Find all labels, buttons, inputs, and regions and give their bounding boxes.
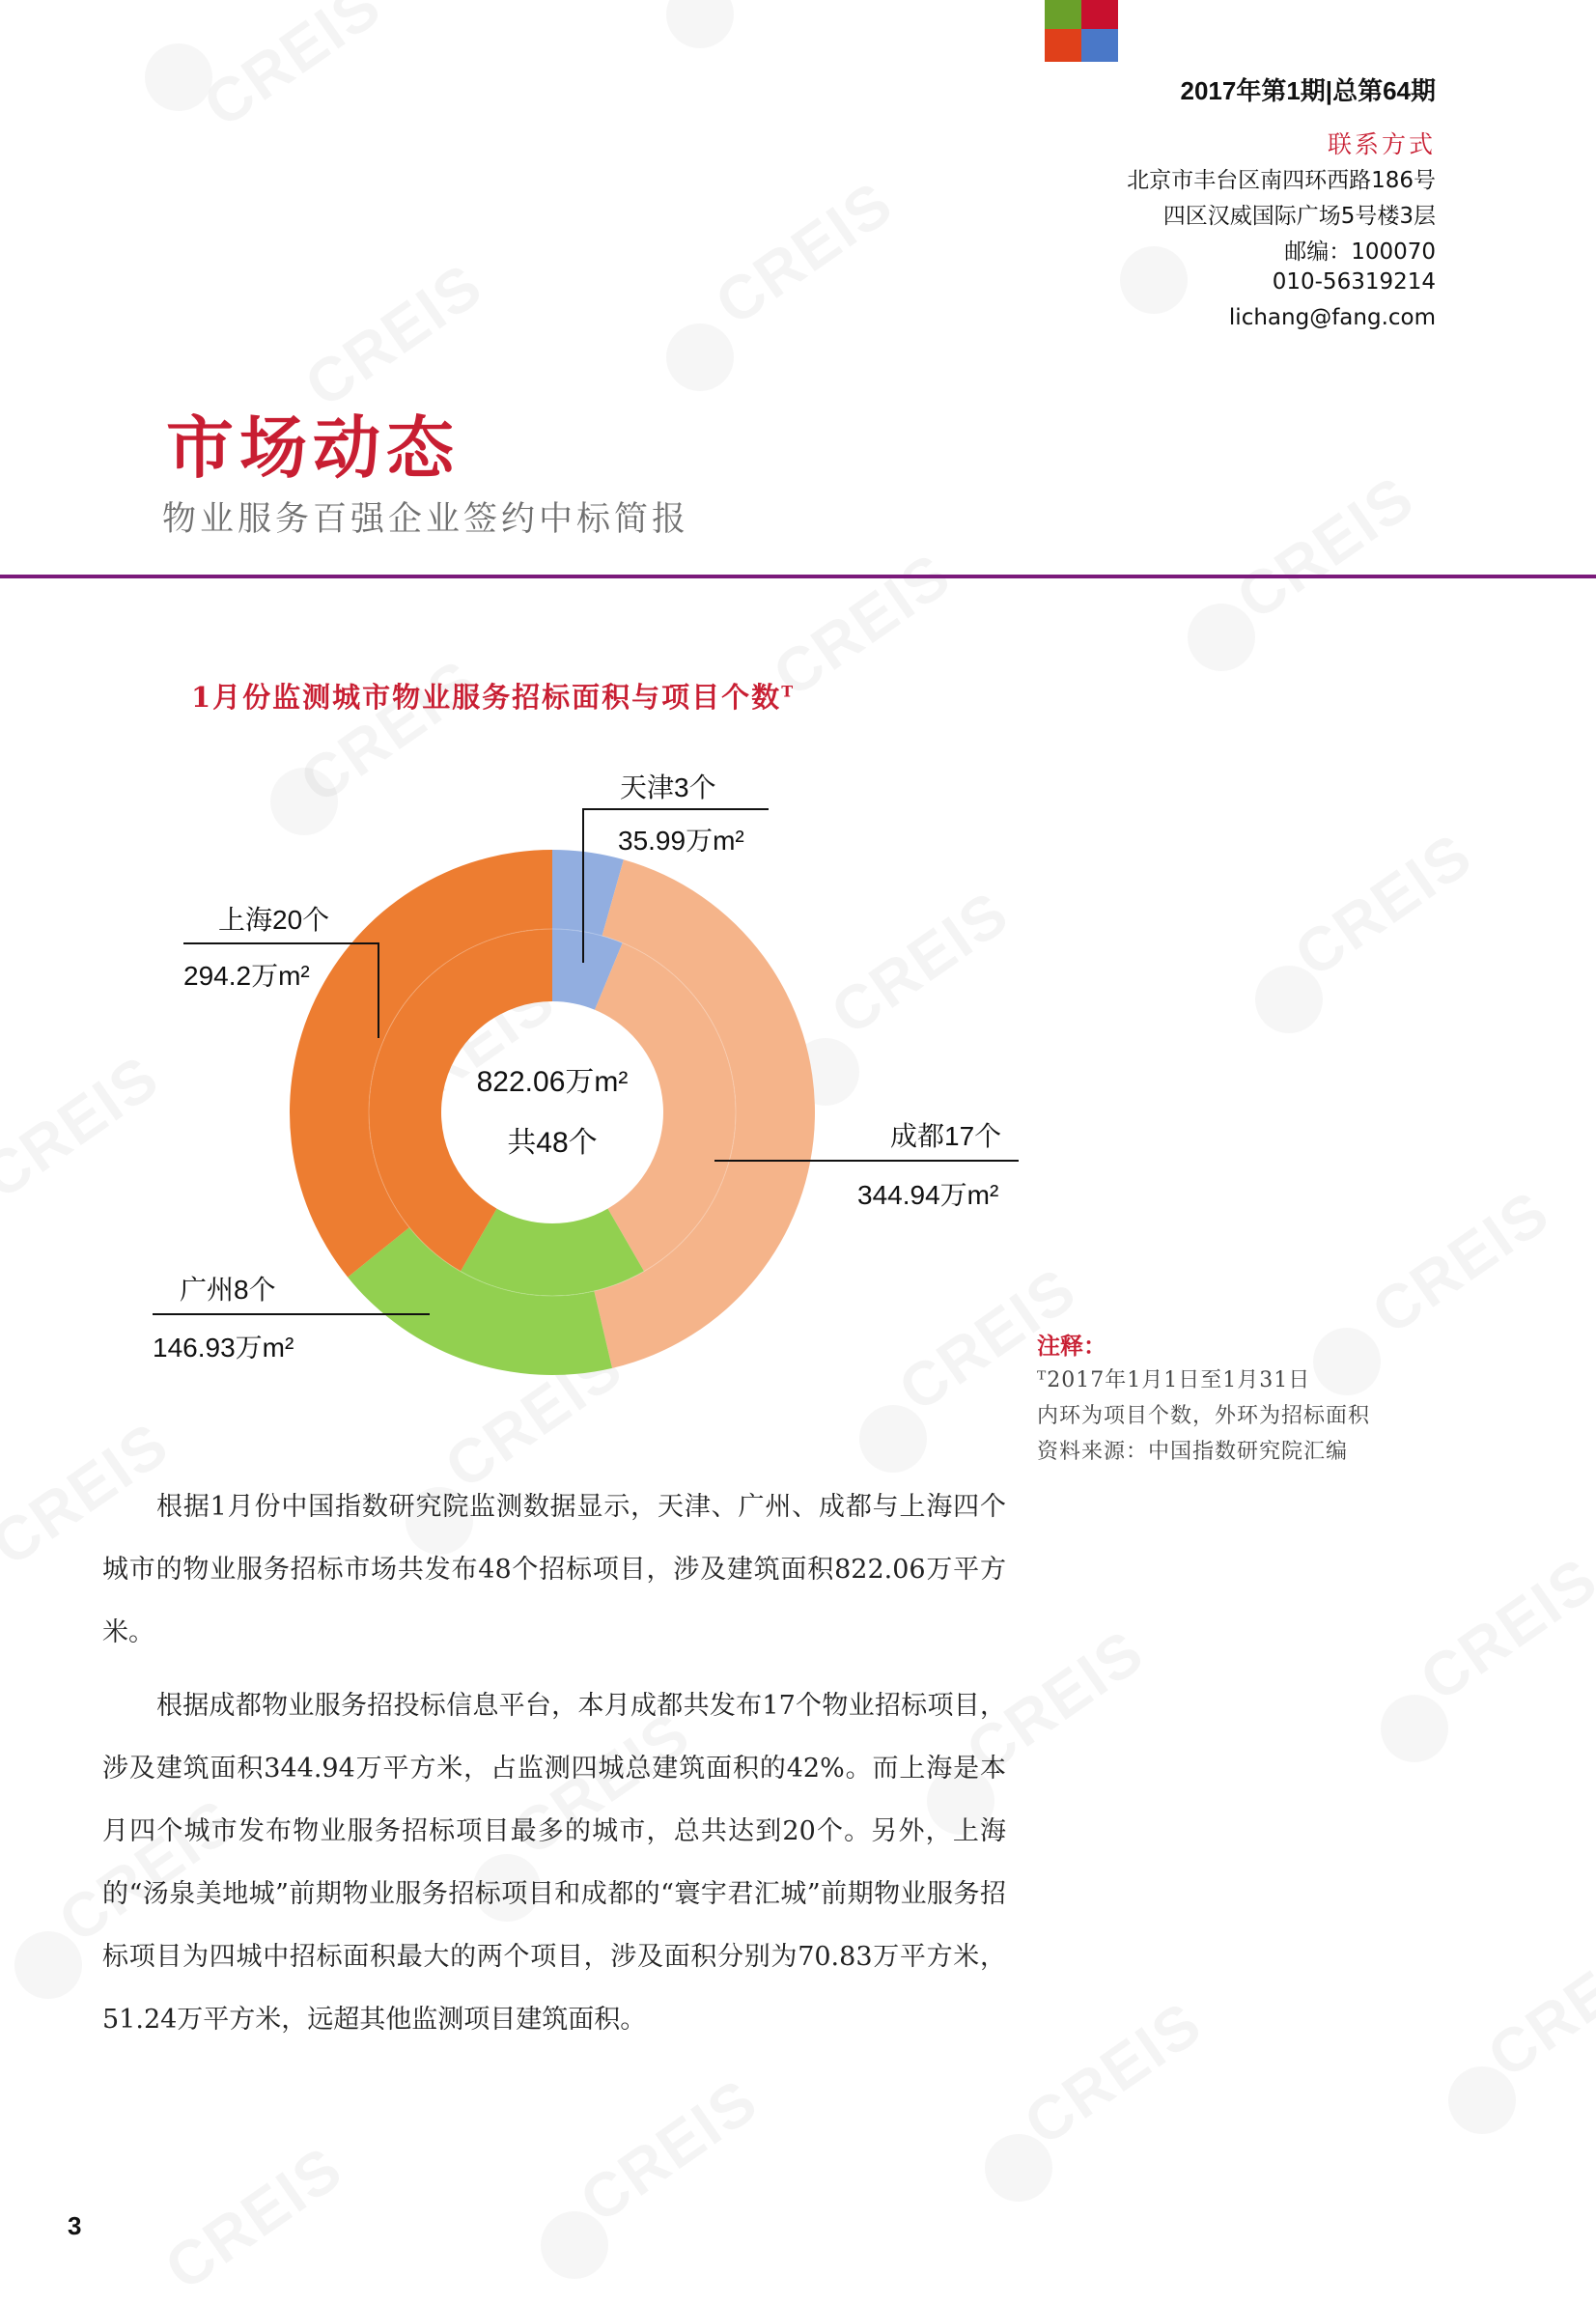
label-shanghai-area: 294.2万m² [183,961,310,991]
watermark [1407,1543,1596,1716]
page-title: 市场动态 [166,407,460,488]
watermark [152,2132,355,2304]
body-paragraph-2: 根据成都物业服务招投标信息平台，本月成都共发布17个物业招标项目，涉及建筑面积344.94万平方米，占监测四城总建筑面积的42%。而上海是本月四个城市发布物业服务招标项目最多的城市，总共达到20个。另外，上海的“汤泉美地城”前期物业服务招标项目和成都的“寰宇君汇城”前期物业服务招标项目为四城中招标面积最大的两个项目，涉及面积分别为70.83万平方米，51.24万平方米，远超其他监测项目建筑面积。 [102,1691,1006,2035]
watermark [1358,1176,1562,1349]
label-guangzhou-city: 广州8个 [180,1275,276,1305]
contact-email: lichang@fang.com [1228,305,1436,330]
note-date-range: ᵀ2017年1月1日至1月31日 [1037,1368,1311,1392]
logo-square-blue [1081,29,1118,62]
double-donut-chart [0,715,1062,1410]
watermark [1474,1920,1596,2093]
watermark [702,167,906,340]
contact-phone: 010-56319214 [1272,269,1436,295]
chart-title-text: 1月份监测城市物业服务招标面积与项目个数 [191,681,782,714]
issue-number: 2017年第1期|总第64期 [1180,76,1436,105]
label-tianjin-area: 35.99万m² [618,826,744,856]
watermark [190,0,394,141]
center-total-count: 共48个 [507,1127,598,1159]
contact-address-line-2: 四区汉威国际广场5号楼3层 [1162,204,1436,229]
body-paragraph-1: 根据1月份中国指数研究院监测数据显示，天津、广州、成都与上海四个城市的物业服务招标市场共发布48个招标项目，涉及建筑面积822.06万平方米。 [102,1492,1006,1647]
header-divider [0,575,1596,578]
logo-square-orange [1045,29,1081,62]
center-total-area: 822.06万m² [476,1066,629,1098]
label-chengdu-city: 成都17个 [890,1121,1002,1151]
label-chengdu-area: 344.94万m² [857,1180,999,1210]
note-source: 资料来源：中国指数研究院汇编 [1037,1440,1349,1464]
note-ring-legend: 内环为项目个数，外环为招标面积 [1037,1404,1371,1428]
contact-address-line-1: 北京市丰台区南四环西路186号 [1127,168,1436,193]
contact-postcode: 邮编：100070 [1284,239,1436,265]
label-shanghai-city: 上海20个 [218,905,330,935]
label-guangzhou-area: 146.93万m² [153,1333,294,1363]
page-subtitle: 物业服务百强企业签约中标简报 [162,500,690,539]
watermark [567,2065,770,2237]
chart-title-footnote-mark: T [781,682,796,701]
notes-heading: 注释： [1037,1332,1106,1360]
label-tianjin-city: 天津3个 [620,773,716,802]
watermark [1281,819,1485,992]
watermark [1223,462,1427,634]
contact-title: 联系方式 [1327,130,1436,158]
watermark [1011,1987,1215,2160]
inner-ring [369,929,736,1296]
chart-title [191,676,795,716]
page-number: 3 [68,2211,82,2240]
